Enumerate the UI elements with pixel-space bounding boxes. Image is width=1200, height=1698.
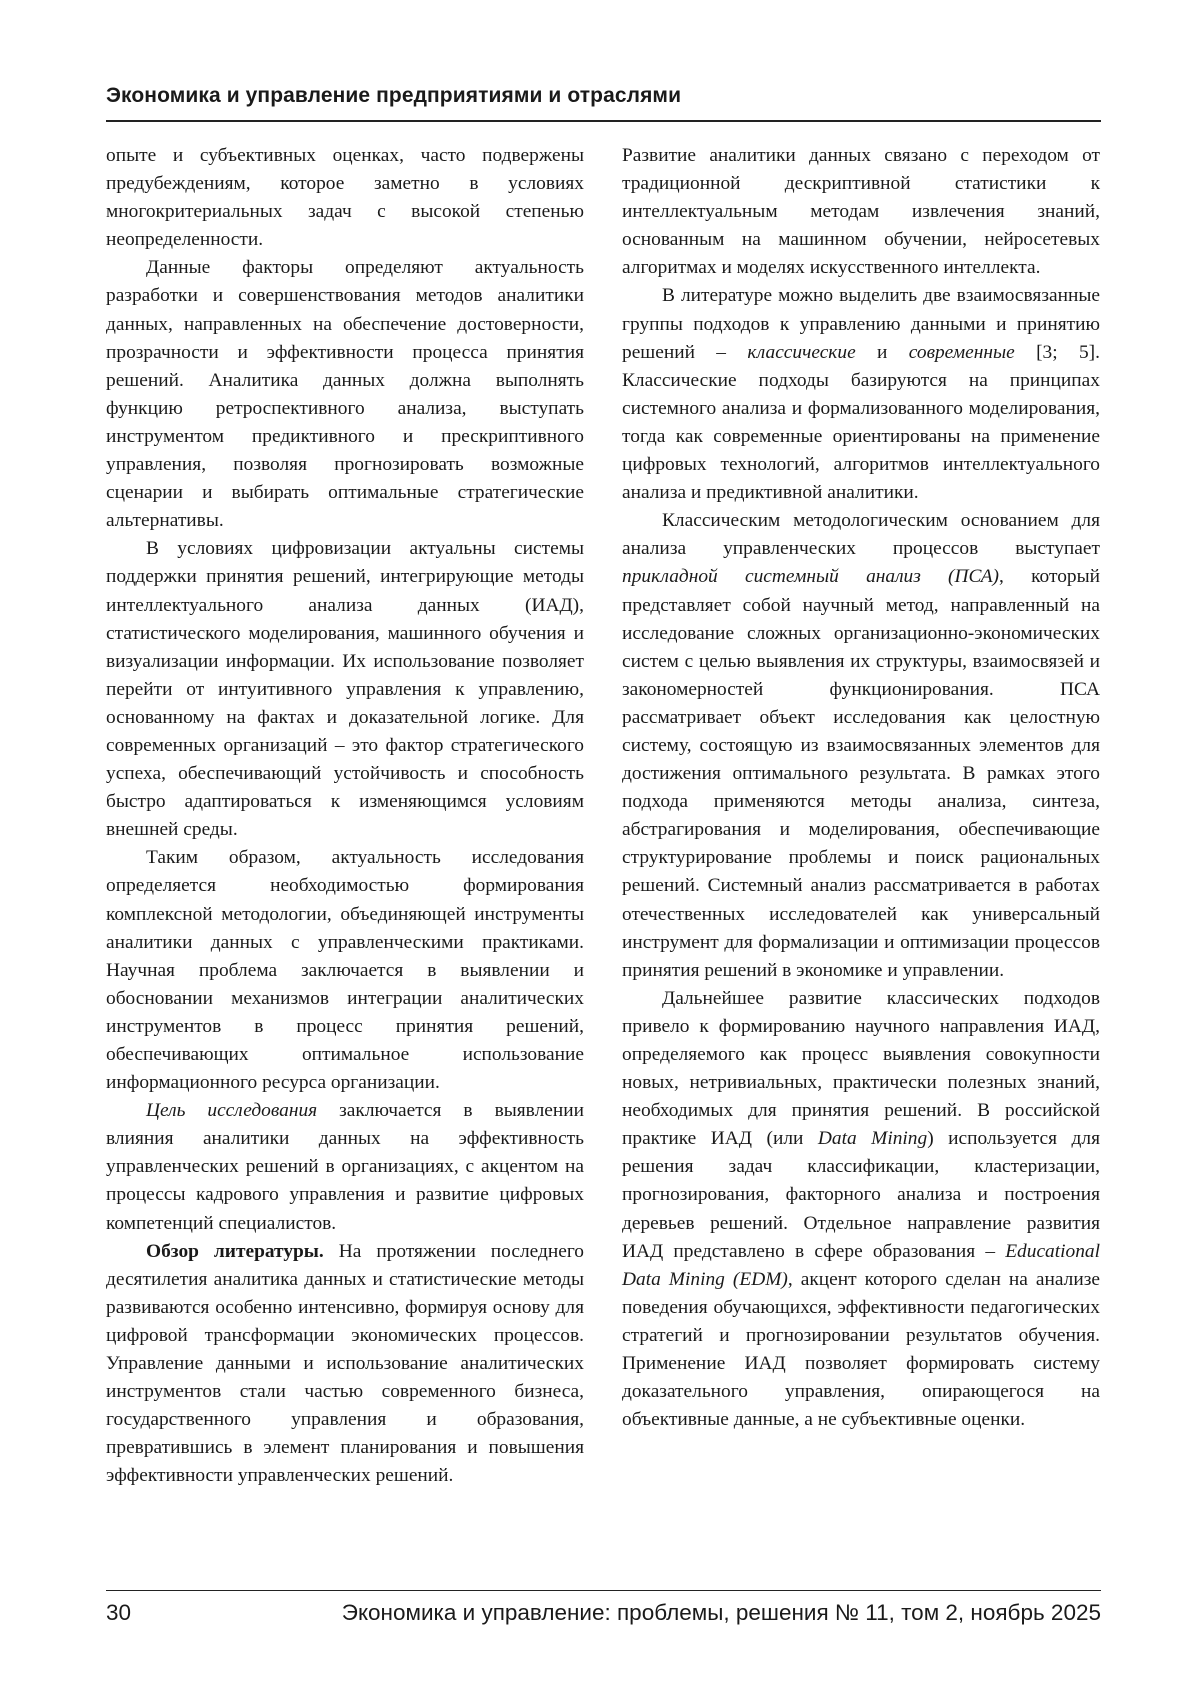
right-paragraph-4 xyxy=(622,985,1100,1435)
right-p2-text-c: [3; 5]. Классические подходы базируются на принципах системного анализа и формализованного моделирования, тогда как современные ориентированы на применение цифровых технологий, алгоритмов интеллектуального анализа и предиктивной аналитики. xyxy=(622,342,1100,503)
left-paragraph-4: Таким образом, актуальность исследования определяется необходимостью формирования комплексной методологии, объединяющей инструменты аналитики данных с управленческими практиками. Научная проблема заключается в выявлении и обосновании механизмов интеграции аналитических инструментов в процесс принятия решений, обеспечивающих оптимальное использование информационного ресурса организации. xyxy=(106,844,584,1097)
right-column xyxy=(622,142,1100,1434)
left-paragraph-1: опыте и субъективных оценках, часто подвержены предубеждениям, которое заметно в условиях многокритериальных задач с высокой степенью неопределенности. xyxy=(106,142,584,254)
right-p4-text-c: , акцент которого сделан на анализе поведения обучающихся, эффективности педагогических стратегий и прогнозировании результатов обучения. Применение ИАД позволяет формировать систему доказательного управления, опирающегося на объективные данные, а не субъективные оценки. xyxy=(622,1269,1100,1430)
right-p2-text-b: и xyxy=(856,342,909,363)
right-p2-text-a: В литературе можно выделить две взаимосвязанные группы подходов к управлению данными и принятию решений – xyxy=(622,285,1100,362)
research-goal-text: заключается в выявлении влияния аналитики данных на эффективность управленческих решений в организациях, с акцентом на процессы кадрового управления и развитие цифровых компетенций специалистов. xyxy=(106,1100,584,1233)
right-p4-text-a: Дальнейшее развитие классических подходов привело к формированию научного направления ИАД, определяемого как процесс выявления совокупности новых, нетривиальных, практически полезных знаний, необходимых для принятия решений. В российской практике ИАД (или xyxy=(622,988,1100,1149)
left-column xyxy=(106,142,584,1491)
page-number: 30 xyxy=(106,1600,131,1626)
term-classic: классические xyxy=(747,342,855,363)
left-paragraph-6 xyxy=(106,1238,584,1491)
term-edm: Educational Data Mining (EDM) xyxy=(622,1241,1100,1290)
literature-review-heading: Обзор литературы. xyxy=(146,1241,324,1262)
term-data-mining: Data Mining xyxy=(818,1128,927,1149)
left-paragraph-2: Данные факторы определяют актуальность разработки и совершенствования методов аналитики данных, направленных на обеспечение достоверности, прозрачности и эффективности процесса принятия решений. Аналитика данных должна выполнять функцию ретроспективного анализа, выступать инструментом предиктивного и прескриптивного управления, позволяя прогнозировать возможные сценарии и выбирать оптимальные стратегические альтернативы. xyxy=(106,254,584,535)
right-paragraph-1: Развитие аналитики данных связано с переходом от традиционной дескриптивной статистики к интеллектуальным методам извлечения знаний, основанным на машинном обучении, нейросетевых алгоритмах и моделях искусственного интеллекта. xyxy=(622,142,1100,282)
right-p4-text-b: ) используется для решения задач классификации, кластеризации, прогнозирования, факторного анализа и построения деревьев решений. Отдельное направление развития ИАД представлено в сфере образования – xyxy=(622,1128,1100,1261)
literature-review-text: На протяжении последнего десятилетия аналитика данных и статистические методы развиваются особенно интенсивно, формируя основу для цифровой трансформации экономических процессов. Управление данными и использование аналитических инструментов стали частью современного бизнеса, государственного управления и образования, превратившись в элемент планирования и повышения эффективности управленческих решений. xyxy=(106,1241,584,1487)
section-title: Экономика и управление предприятиями и отраслями xyxy=(106,84,681,107)
left-paragraph-3: В условиях цифровизации актуальны системы поддержки принятия решений, интегрирующие методы интеллектуального анализа данных (ИАД), статистического моделирования, машинного обучения и визуализации информации. Их использование позволяет перейти от интуитивного управления к управлению, основанному на фактах и доказательной логике. Для современных организаций – это фактор стратегического успеха, обеспечивающий устойчивость и способность быстро адаптироваться к изменяющимся условиям внешней среды. xyxy=(106,535,584,844)
journal-citation: Экономика и управление: проблемы, решения № 11, том 2, ноябрь 2025 xyxy=(342,1600,1101,1626)
research-goal-label: Цель исследования xyxy=(146,1100,317,1121)
right-paragraph-2 xyxy=(622,282,1100,507)
right-paragraph-3 xyxy=(622,507,1100,985)
left-paragraph-5 xyxy=(106,1097,584,1237)
right-p3-text-b: , который представляет собой научный метод, направленный на исследование сложных организационно-экономических систем с целью выявления их структуры, взаимосвязей и закономерностей функционирования. ПСА рассматривает объект исследования как целостную систему, состоящую из взаимосвязанных элементов для достижения оптимального результата. В рамках этого подхода применяются методы анализа, синтеза, абстрагирования и моделирования, обеспечивающие структурирование проблемы и поиск рациональных решений. Системный анализ рассматривается в работах отечественных исследователей как универсальный инструмент для формализации и оптимизации процессов принятия решений в экономике и управлении. xyxy=(622,566,1100,980)
running-footer xyxy=(106,1600,1101,1626)
footer-divider xyxy=(106,1590,1101,1591)
term-modern: современные xyxy=(909,342,1015,363)
running-header xyxy=(106,84,1101,122)
term-psa: прикладной системный анализ (ПСА) xyxy=(622,566,999,587)
right-p3-text-a: Классическим методологическим основанием для анализа управленческих процессов выступает xyxy=(622,510,1100,559)
